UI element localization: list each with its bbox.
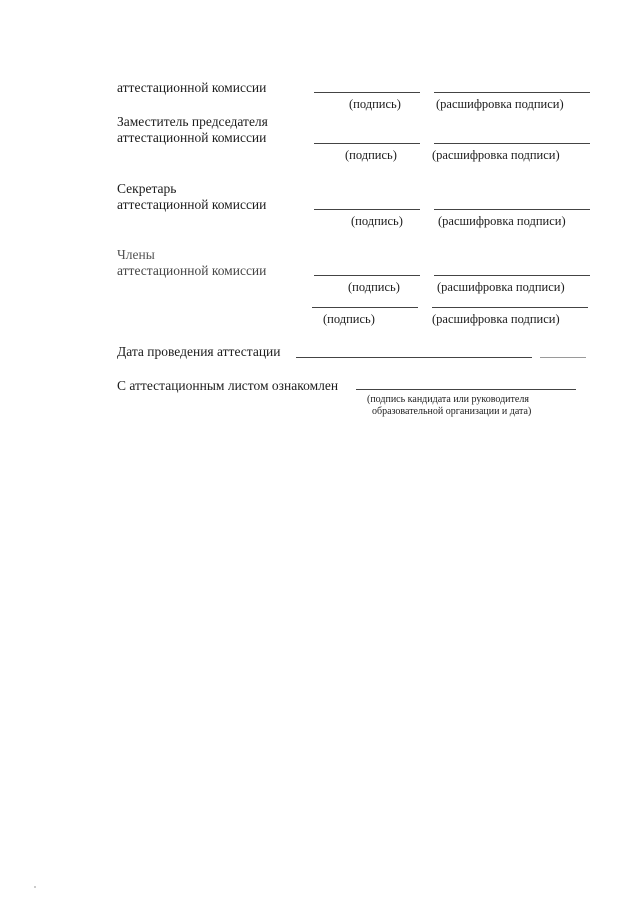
deputy-decoding-line[interactable] [434,143,590,144]
secretary-decoding-caption: (расшифровка подписи) [438,214,566,228]
member2-decoding-caption: (расшифровка подписи) [432,312,560,326]
member1-signature-line[interactable] [314,275,420,276]
member2-decoding-line[interactable] [432,307,588,308]
chair-signature-line[interactable] [314,92,420,93]
member2-signature-caption: (подпись) [323,312,375,326]
date-line[interactable] [296,357,532,358]
secretary-signature-line[interactable] [314,209,420,210]
deputy-signature-line[interactable] [314,143,420,144]
secretary-title-line2: аттестационной комиссии [117,197,267,212]
chair-title: аттестационной комиссии [117,80,267,95]
acquainted-hint-line1: (подпись кандидата или руководителя [367,394,529,405]
chair-decoding-caption: (расшифровка подписи) [436,97,564,111]
member1-decoding-line[interactable] [434,275,590,276]
deputy-title-line2: аттестационной комиссии [117,130,267,145]
acquainted-hint-line2: образовательной организации и дата) [372,406,532,417]
secretary-decoding-line[interactable] [434,209,590,210]
deputy-decoding-caption: (расшифровка подписи) [432,148,560,162]
deputy-signature-caption: (подпись) [345,148,397,162]
members-title-line2: аттестационной комиссии [117,263,267,278]
chair-signature-caption: (подпись) [349,97,401,111]
date-line-tail [540,357,586,358]
scan-speck [34,886,36,888]
members-title-line1: Члены [117,247,155,262]
acquainted-line[interactable] [356,389,576,390]
member2-signature-line[interactable] [312,307,418,308]
member1-signature-caption: (подпись) [348,280,400,294]
secretary-title-line1: Секретарь [117,181,177,196]
secretary-signature-caption: (подпись) [351,214,403,228]
acquainted-label: С аттестационным листом ознакомлен [117,378,339,393]
chair-decoding-line[interactable] [434,92,590,93]
deputy-title-line1: Заместитель председателя [117,114,268,129]
date-label: Дата проведения аттестации [117,344,281,359]
member1-decoding-caption: (расшифровка подписи) [437,280,565,294]
